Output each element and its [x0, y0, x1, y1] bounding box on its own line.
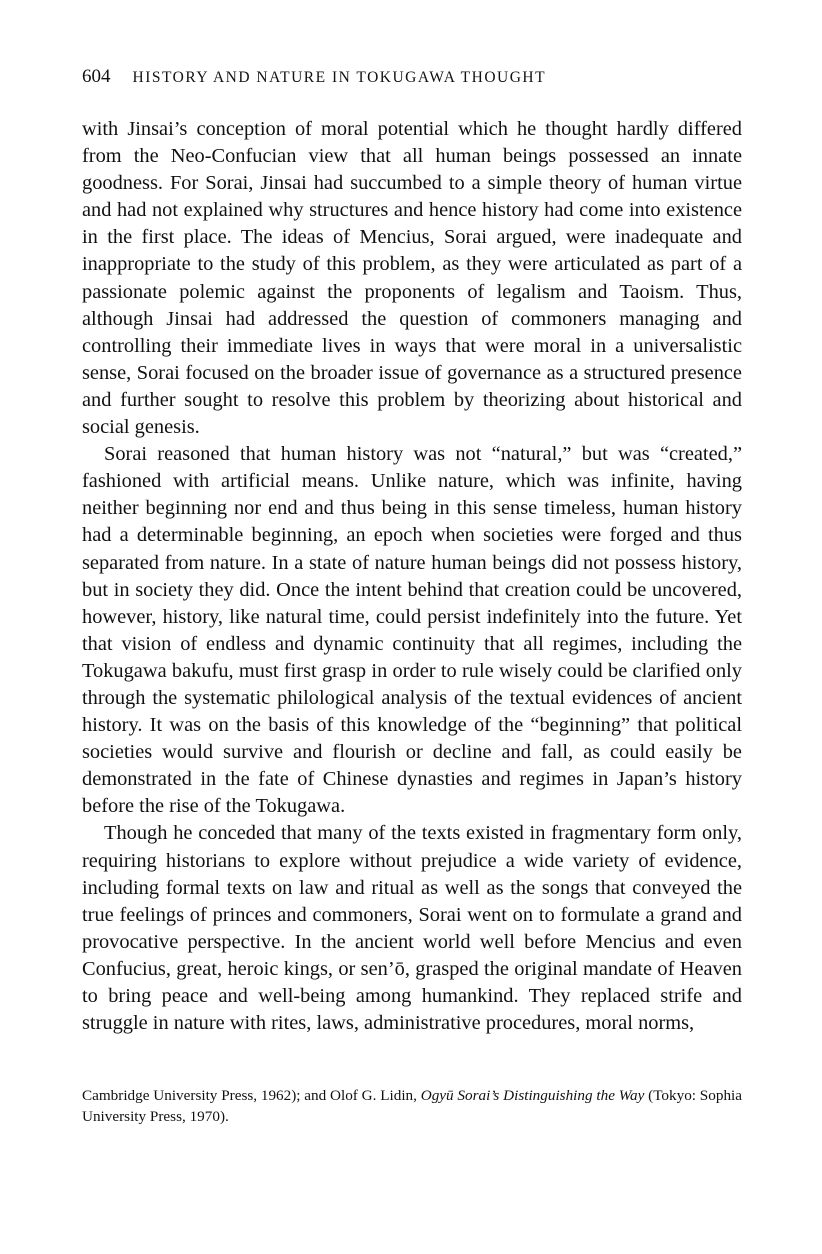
footnote-book-title: Ogyū Sorai’s Distinguishing the Way: [420, 1087, 645, 1104]
footnote: [82, 1085, 742, 1127]
footnote-text-before: Cambridge University Press, 1962); and Olof G. Lidin,: [82, 1087, 421, 1104]
book-page: [82, 66, 742, 1037]
page-number: 604: [82, 66, 111, 87]
paragraph-3: Though he conceded that many of the texts existed in fragmentary form only, requiring historians to explore without prejudice a wide variety of evidence, including formal texts on law and ritual as well as the songs that conveyed the true feelings of princes and commoners, Sorai went on to formulate a grand and provocative perspective. In the ancient world well before Mencius and even Confucius, great, heroic kings, or sen’ō, grasped the original mandate of Heaven to bring peace and well-being among humankind. They replaced strife and struggle in nature with rites, laws, administrative procedures, moral norms,: [82, 822, 742, 1035]
running-header: [82, 66, 742, 100]
paragraph-1: with Jinsai’s conception of moral potential which he thought hardly differed from the Neo-Confucian view that all human beings possessed an innate goodness. For Sorai, Jinsai had succumbed to a simple theory of human virtue and had not explained why structures and hence history had come into existence in the first place. The ideas of Mencius, Sorai argued, were inadequate and inappropriate to the study of this problem, as they were articulated as part of a passionate polemic against the proponents of legalism and Taoism. Thus, although Jinsai had addressed the question of commoners managing and controlling their immediate lives in ways that were moral in a universalistic sense, Sorai focused on the broader issue of governance as a structured presence and further sought to resolve this problem by theorizing about historical and social genesis.: [82, 118, 742, 439]
body-text: [82, 116, 742, 1037]
running-title: HISTORY AND NATURE IN TOKUGAWA THOUGHT: [132, 69, 547, 86]
paragraph-2: Sorai reasoned that human history was not “natural,” but was “created,” fashioned with artificial means. Unlike nature, which was infinite, having neither beginning nor end and thus being in this sense timeless, human history had a determinable beginning, an epoch when societies were forged and thus separated from nature. In a state of nature human beings did not possess history, but in society they did. Once the intent behind that creation could be uncovered, however, history, like natural time, could persist indefinitely into the future. Yet that vision of endless and dynamic continuity that all regimes, including the Tokugawa bakufu, must first grasp in order to rule wisely could be clarified only through the systematic philological analysis of the textual evidences of ancient history. It was on the basis of this knowledge of the “beginning” that political societies would survive and flourish or decline and fall, as could easily be demonstrated in the fate of Chinese dynasties and regimes in Japan’s history before the rise of the Tokugawa.: [82, 443, 742, 818]
footnote-text-after: (Tokyo: Sophia University Press, 1970).: [82, 1087, 742, 1125]
